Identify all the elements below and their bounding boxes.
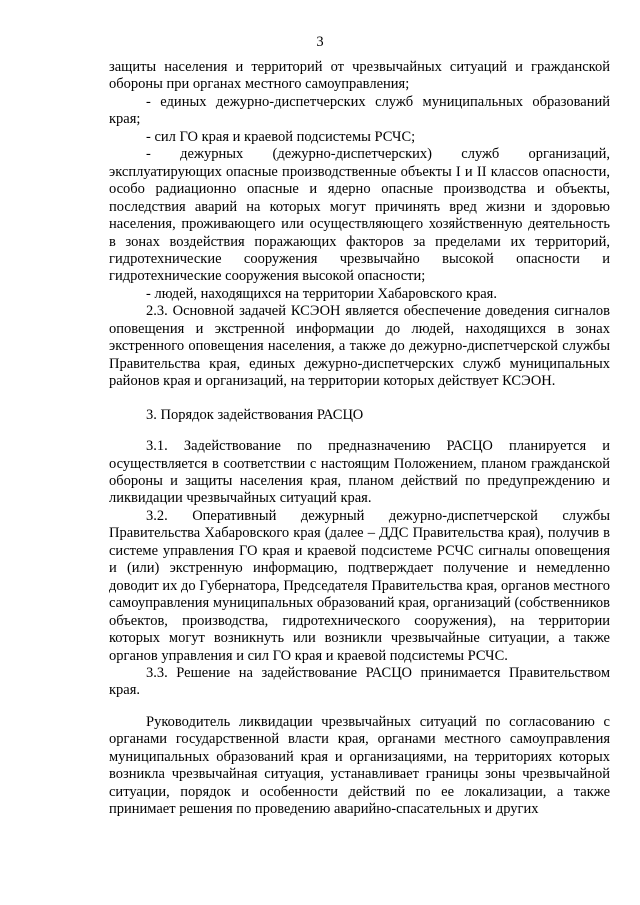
list-item-people: - людей, находящихся на территории Хабаровского края. xyxy=(146,285,497,302)
paragraph-liquidation-leader: Руководитель ликвидации чрезвычайных ситуаций по согласованию с органами государственной власти края, органами местного самоуправления муниципальных образований края и организациями, на территориях которых возникла чрезвычайная ситуация, устанавливает границы зоны чрезвычайной ситуации, порядок и особенности действий по ее локализации, а также принимает решения по проведению аварийно-спасательных и других xyxy=(109,713,610,818)
paragraph-continuation: защиты населения и территорий от чрезвычайных ситуаций и гражданской обороны при органах местного самоуправления; xyxy=(109,59,610,93)
paragraph-2-3: 2.3. Основной задачей КСЭОН является обеспечение доведения сигналов оповещения и экстренной информации до людей, находящихся в зонах экстренного оповещения населения, а также до дежурно-диспетчерской службы Правительства края, единых дежурно-диспетчерских служб муниципальных районов края и организаций, на территории которых действует КСЭОН. xyxy=(109,303,610,390)
document-body xyxy=(109,59,610,819)
paragraph-3-1: 3.1. Задействование по предназначению РАСЦО планируется и осуществляется в соответствии с настоящим Положением, планом гражданской обороны и защиты населения края, планом действий по предупреждению и ликвидации чрезвычайных ситуаций края. xyxy=(109,438,610,507)
list-item-duty-services: - дежурных (дежурно-диспетчерских) служб организаций, эксплуатирующих опасные производственные объекты I и II классов опасности, особо радиационно опасные и ядерно опасные производства и объекты, последствия аварий на которых могут причинять вред жизни и здоровью населения, проживающего или осуществляющего хозяйственную деятельность в зонах воздействия поражающих факторов за пределами их территорий, гидротехнические сооружения чрезвычайно высокой опасности и гидротехнические сооружения высокой опасности; xyxy=(109,146,610,285)
list-item-edds: - единых дежурно-диспетчерских служб муниципальных образований края; xyxy=(109,93,610,128)
list-item-go-forces: - сил ГО края и краевой подсистемы РСЧС; xyxy=(146,128,416,145)
paragraph-3-3: 3.3. Решение на задействование РАСЦО принимается Правительством края. xyxy=(109,664,610,699)
page-number: 3 xyxy=(316,34,324,50)
section-heading-3: 3. Порядок задействования РАСЦО xyxy=(146,406,364,423)
paragraph-3-2: 3.2. Оперативный дежурный дежурно-диспетчерской службы Правительства Хабаровского края (далее – ДДС Правительства края), получив в системе управления ГО края и краевой подсистеме РСЧС сигналы оповещения и (или) экстренную информацию, подтверждает получение и немедленно доводит их до Губернатора, Председателя Правительства края, органов местного самоуправления муниципальных образований края, организаций (собственников объектов, производства, гидротехнического сооружения), на территории которых могут возникнуть или возникли чрезвычайные ситуации, а также органов управления и сил ГО края и краевой подсистемы РСЧС. xyxy=(109,507,610,664)
